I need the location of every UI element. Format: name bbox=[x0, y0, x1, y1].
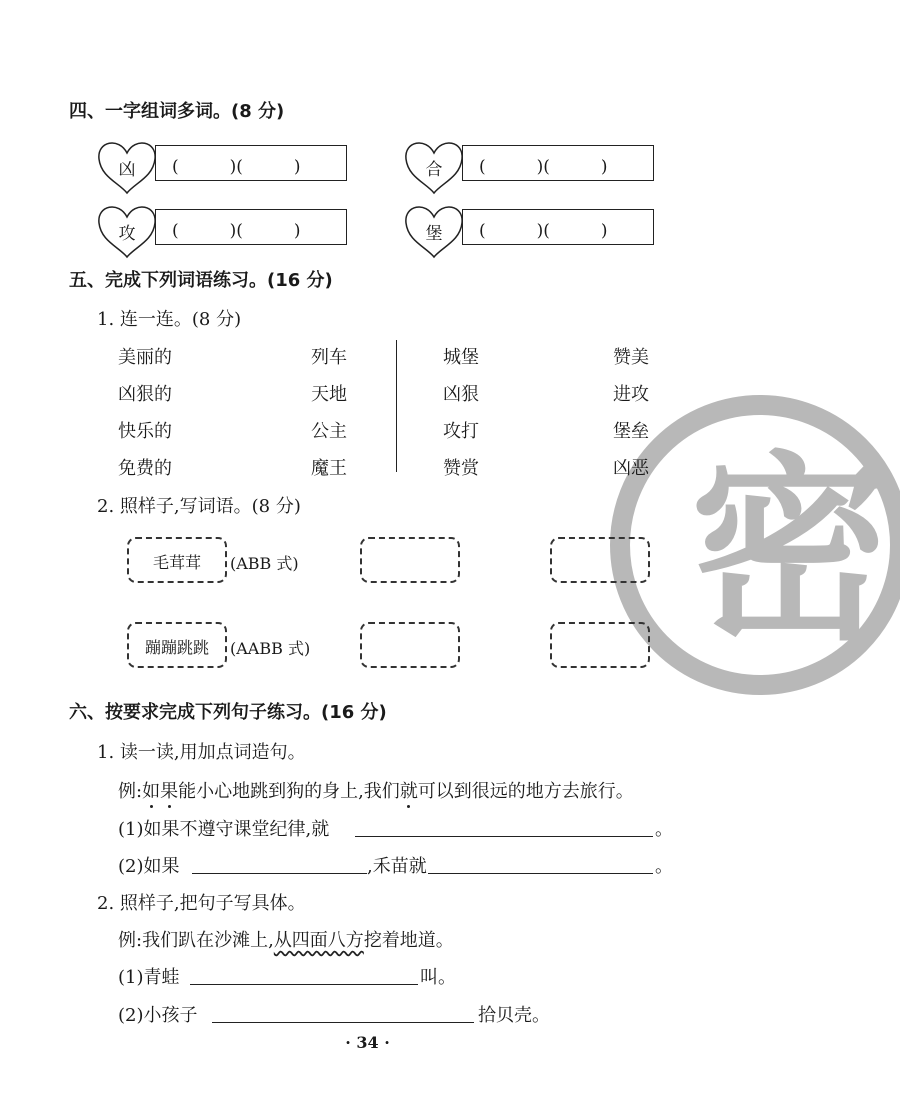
heart-char-box bbox=[97, 139, 157, 195]
svg-text:密: 密 bbox=[690, 435, 891, 668]
match-word[interactable]: 凶恶 bbox=[613, 458, 649, 479]
emphasis-char: 就 bbox=[399, 781, 418, 802]
example-label: 例: bbox=[118, 781, 143, 802]
line-suffix: 。 bbox=[655, 819, 673, 840]
word-answer-box[interactable] bbox=[155, 209, 347, 245]
word-answer-box[interactable] bbox=[155, 145, 347, 181]
word-answer-box[interactable] bbox=[462, 145, 654, 181]
question-6-2-title: 2. 照样子,把句子写具体。 bbox=[97, 893, 306, 914]
answer-blanks: ( )( ) bbox=[479, 157, 608, 177]
line-suffix: 拾贝壳。 bbox=[478, 1005, 550, 1026]
line-prefix: (1)如果不遵守课堂纪律,就 bbox=[118, 819, 330, 840]
example-sentence bbox=[118, 926, 454, 952]
match-word[interactable]: 公主 bbox=[311, 421, 347, 442]
match-word[interactable]: 快乐的 bbox=[118, 421, 172, 442]
section-6-title: 六、按要求完成下列句子练习。(16 分) bbox=[69, 702, 387, 723]
match-word[interactable]: 天地 bbox=[311, 384, 347, 405]
emphasis-char: 如 bbox=[142, 781, 161, 802]
question-5-1-title: 1. 连一连。(8 分) bbox=[97, 309, 242, 330]
word-answer-box[interactable] bbox=[462, 209, 654, 245]
heart-char: 堡 bbox=[425, 224, 443, 244]
example-word-box bbox=[127, 622, 227, 668]
example-text: 我们趴在沙滩上, bbox=[142, 930, 274, 951]
answer-word-box[interactable] bbox=[360, 622, 460, 668]
emphasis-char: 果 bbox=[160, 781, 179, 802]
match-word[interactable]: 美丽的 bbox=[118, 347, 172, 368]
answer-word-box[interactable] bbox=[550, 537, 650, 583]
line-mid: ,禾苗就 bbox=[367, 856, 427, 877]
example-text: 挖着地道。 bbox=[363, 930, 454, 951]
pattern-label: (AABB 式) bbox=[230, 639, 311, 658]
answer-word-box[interactable] bbox=[360, 537, 460, 583]
line-suffix: 叫。 bbox=[420, 967, 456, 988]
column-divider bbox=[396, 340, 397, 472]
heart-char-box bbox=[97, 203, 157, 259]
answer-underline[interactable] bbox=[428, 873, 653, 874]
answer-word-box[interactable] bbox=[550, 622, 650, 668]
heart-char-box bbox=[404, 139, 464, 195]
match-word[interactable]: 攻打 bbox=[443, 421, 479, 442]
answer-blanks: ( )( ) bbox=[479, 221, 608, 241]
answer-underline[interactable] bbox=[192, 873, 367, 874]
heart-char-box bbox=[404, 203, 464, 259]
match-word[interactable]: 免费的 bbox=[118, 458, 172, 479]
answer-blanks: ( )( ) bbox=[172, 157, 301, 177]
example-label: 例: bbox=[118, 930, 143, 951]
match-word[interactable]: 赞美 bbox=[613, 347, 649, 368]
section-4-title: 四、一字组词多词。(8 分) bbox=[69, 101, 285, 122]
match-word[interactable]: 列车 bbox=[311, 347, 347, 368]
match-word[interactable]: 堡垒 bbox=[613, 421, 649, 442]
match-word[interactable]: 魔王 bbox=[311, 458, 347, 479]
example-text: 可以到很远的地方去旅行。 bbox=[417, 781, 634, 802]
match-word[interactable]: 城堡 bbox=[443, 347, 479, 368]
question-5-2-title: 2. 照样子,写词语。(8 分) bbox=[97, 496, 301, 517]
answer-underline[interactable] bbox=[190, 984, 418, 985]
line-prefix: (2)如果 bbox=[118, 856, 180, 877]
section-5-title: 五、完成下列词语练习。(16 分) bbox=[69, 270, 333, 291]
line-suffix: 。 bbox=[655, 856, 673, 877]
example-word: 蹦蹦跳跳 bbox=[144, 638, 209, 657]
match-word[interactable]: 赞赏 bbox=[443, 458, 479, 479]
match-word[interactable]: 凶狠 bbox=[443, 384, 479, 405]
answer-underline[interactable] bbox=[212, 1022, 474, 1023]
heart-char: 攻 bbox=[118, 224, 136, 244]
match-word[interactable]: 凶狠的 bbox=[118, 384, 172, 405]
page-number: · 34 · bbox=[345, 1033, 390, 1052]
wavy-underlined-phrase: 从四面八方 bbox=[273, 930, 364, 951]
answer-blanks: ( )( ) bbox=[172, 221, 301, 241]
example-sentence bbox=[118, 777, 634, 803]
line-prefix: (1)青蛙 bbox=[118, 967, 180, 988]
line-prefix: (2)小孩子 bbox=[118, 1005, 198, 1026]
example-word-box bbox=[127, 537, 227, 583]
answer-underline[interactable] bbox=[355, 836, 653, 837]
question-6-1-title: 1. 读一读,用加点词造句。 bbox=[97, 742, 306, 763]
heart-char: 合 bbox=[425, 160, 443, 180]
heart-char: 凶 bbox=[118, 160, 136, 180]
example-text: 能小心地跳到狗的身上,我们 bbox=[178, 781, 400, 802]
pattern-label: (ABB 式) bbox=[230, 554, 299, 573]
example-word: 毛茸茸 bbox=[152, 553, 201, 572]
match-word[interactable]: 进攻 bbox=[613, 384, 649, 405]
